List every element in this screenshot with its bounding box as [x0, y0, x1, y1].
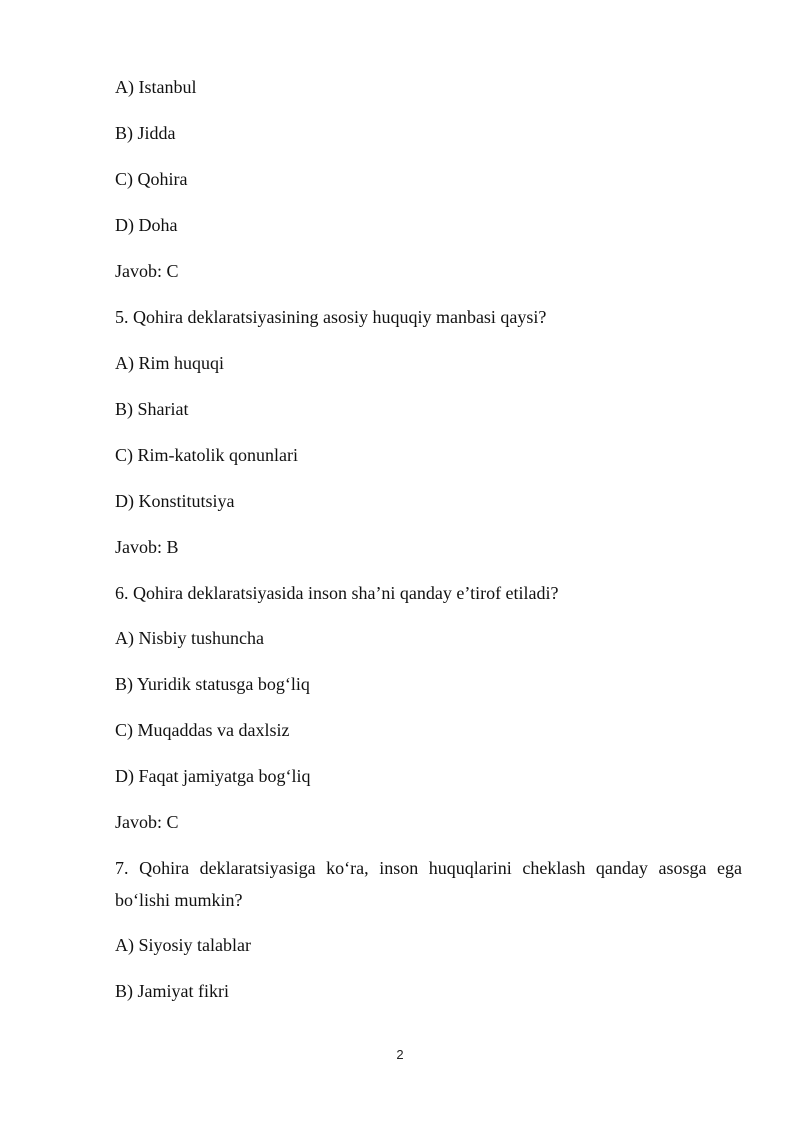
answer-option: D) Doha: [115, 215, 178, 235]
answer-option: B) Shariat: [115, 399, 189, 419]
answer-key: Javob: C: [115, 261, 179, 281]
answer-option: D) Konstitutsiya: [115, 491, 235, 511]
question-7: 7. Qohira deklaratsiyasiga ko‘ra, inson huquqlarini cheklash qanday asosga ega bo‘lishi mumkin?: [115, 858, 742, 910]
answer-option: B) Yuridik statusga bog‘liq: [115, 674, 310, 694]
answer-option: B) Jidda: [115, 123, 176, 143]
answer-option: A) Rim huquqi: [115, 353, 225, 373]
answer-option: C) Muqaddas va daxlsiz: [115, 720, 290, 740]
answer-option: A) Istanbul: [115, 77, 197, 97]
question-6: 6. Qohira deklaratsiyasida inson sha’ni qanday e’tirof etiladi?: [115, 583, 559, 603]
answer-option: A) Siyosiy talablar: [115, 935, 251, 955]
answer-key: Javob: C: [115, 812, 179, 832]
answer-option: B) Jamiyat fikri: [115, 981, 229, 1001]
question-5: 5. Qohira deklaratsiyasining asosiy huquqiy manbasi qaysi?: [115, 307, 547, 327]
answer-option: C) Qohira: [115, 169, 188, 189]
answer-option: C) Rim-katolik qonunlari: [115, 445, 298, 465]
answer-key: Javob: B: [115, 537, 179, 557]
page-number: 2: [396, 1047, 404, 1062]
answer-option: A) Nisbiy tushuncha: [115, 628, 264, 648]
answer-option: D) Faqat jamiyatga bog‘liq: [115, 766, 311, 786]
